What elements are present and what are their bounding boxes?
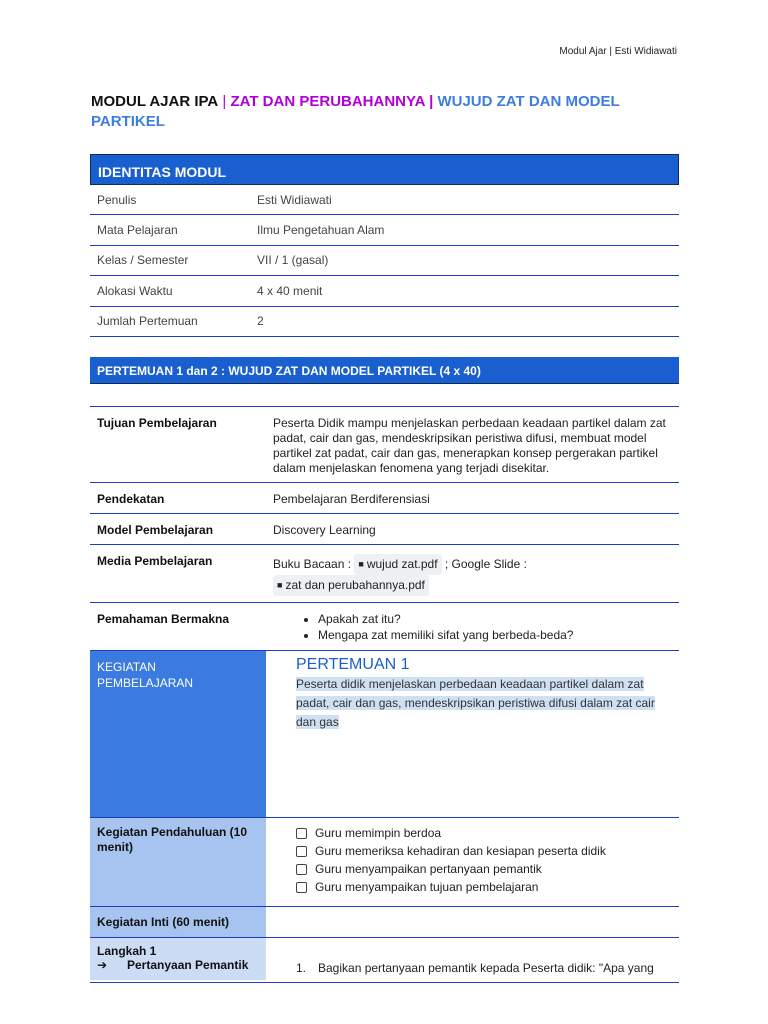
row-media [90, 545, 679, 603]
tujuan-label: Tujuan Pembelajaran [97, 416, 217, 430]
identitas-key: Mata Pelajaran [97, 223, 178, 238]
row-pendahuluan [90, 818, 679, 907]
pemahaman-content [266, 603, 679, 650]
identitas-table [90, 154, 679, 337]
kegiatan-content [266, 651, 679, 817]
page-header: Modul Ajar | Esti Widiawati [559, 46, 677, 57]
pendahuluan-label: Kegiatan Pendahuluan (10 menit) [90, 818, 266, 906]
pemahaman-list [273, 612, 671, 643]
pertemuan-1-title: PERTEMUAN 1 [296, 656, 410, 673]
row-kegiatan [90, 651, 679, 818]
checkbox[interactable] [296, 864, 307, 875]
lesson-table [90, 406, 679, 983]
identitas-row [90, 276, 679, 306]
identitas-row [90, 215, 679, 245]
identitas-value: Esti Widiawati [257, 192, 332, 207]
list-item: • Mengapa zat memiliki sifat yang berbeda-beda? [318, 628, 671, 643]
checkbox[interactable] [296, 882, 307, 893]
checklist-item [296, 862, 671, 877]
identitas-value: 2 [257, 314, 264, 329]
row-pemahaman [90, 603, 679, 651]
checklist-text: Guru memimpin berdoa [315, 826, 442, 840]
pemahaman-label: Pemahaman Bermakna [97, 612, 230, 626]
identitas-row [90, 185, 679, 215]
langkah-content [266, 938, 679, 982]
langkah-item-number: 1. [296, 961, 307, 975]
identitas-key: Alokasi Waktu [97, 283, 173, 298]
kegiatan-label-text: KEGIATAN PEMBELAJARAN [97, 660, 194, 690]
identitas-value: Ilmu Pengetahuan Alam [257, 223, 385, 238]
langkah-sub [97, 958, 266, 972]
row-tujuan [90, 407, 679, 483]
langkah-title: Langkah 1 [97, 944, 157, 958]
title-part-ipa: MODUL AJAR IPA [91, 93, 219, 110]
langkah-sub-text: Pertanyaan Pemantik [127, 958, 249, 972]
checklist-item [296, 826, 671, 841]
pendekatan-text: Pembelajaran Berdiferensiasi [273, 492, 430, 506]
identitas-value: 4 x 40 menit [257, 283, 323, 298]
inti-content [266, 907, 679, 937]
checkbox[interactable] [296, 828, 307, 839]
langkah-label [90, 938, 266, 980]
checklist-item [296, 844, 671, 859]
file-chip-label: wujud zat.pdf [366, 557, 438, 571]
title-part-wujud: WUJUD ZAT DAN MODEL PARTIKEL [91, 93, 620, 130]
pertemuan-banner: PERTEMUAN 1 dan 2 : WUJUD ZAT DAN MODEL PARTIKEL (4 x 40) [90, 357, 679, 384]
file-chip-wujud-zat[interactable] [354, 554, 441, 575]
media-content [266, 545, 679, 602]
model-text: Discovery Learning [273, 523, 376, 537]
identitas-key: Penulis [97, 192, 137, 207]
pendekatan-label: Pendekatan [97, 492, 165, 506]
file-icon: ■ [277, 580, 283, 590]
media-prefix-slide: ; Google Slide : [441, 557, 527, 571]
pertemuan-1-text: Peserta didik menjelaskan perbedaan keadaan partikel dalam zat padat, cair dan gas, mendeskripsikan peristiwa difusi dalam zat cair dan gas [296, 677, 655, 729]
file-chip-label: zat dan perubahannya.pdf [285, 578, 425, 592]
row-langkah-1 [90, 938, 679, 983]
title-part-zat: ZAT DAN PERUBAHANNYA | [230, 93, 438, 110]
checklist-text: Guru memeriksa kehadiran dan kesiapan peserta didik [315, 844, 606, 858]
row-pendekatan [90, 483, 679, 514]
pendahuluan-checklist [266, 818, 679, 906]
title-separator: | [218, 93, 231, 110]
list-item: • Apakah zat itu? [318, 612, 671, 627]
kegiatan-label [90, 651, 266, 817]
arrow-right-icon: ➔ [97, 958, 108, 972]
identitas-heading: IDENTITAS MODUL [90, 154, 679, 185]
identitas-row [90, 246, 679, 276]
langkah-item-text: Bagikan pertanyaan pemantik kepada Peserta didik: "Apa yang [318, 961, 654, 975]
media-label: Media Pembelajaran [97, 554, 213, 568]
file-chip-zat-perubahan[interactable] [273, 575, 429, 596]
media-prefix-buku: Buku Bacaan : [273, 557, 355, 571]
document-title [91, 92, 681, 132]
file-icon: ■ [358, 559, 364, 569]
identitas-key: Kelas / Semester [97, 253, 189, 268]
tujuan-text: Peserta Didik mampu menjelaskan perbedaan keadaan partikel dalam zat padat, cair dan gas, mendeskripsikan peristiwa difusi, membuat model partikel zat padat, cair dan gas, menerapkan konsep pergerakan partikel dalam menjelaskan fenomena yang terjadi disekitar. [273, 416, 666, 475]
identitas-value: VII / 1 (gasal) [257, 253, 329, 268]
row-model [90, 514, 679, 545]
checklist-text: Guru menyampaikan pertanyaan pemantik [315, 862, 542, 876]
identitas-key: Jumlah Pertemuan [97, 314, 198, 329]
checklist-text: Guru menyampaikan tujuan pembelajaran [315, 880, 539, 894]
checkbox[interactable] [296, 846, 307, 857]
model-label: Model Pembelajaran [97, 523, 214, 537]
row-inti [90, 907, 679, 938]
checklist-item [296, 880, 671, 895]
identitas-row [90, 307, 679, 337]
inti-label: Kegiatan Inti (60 menit) [90, 907, 266, 937]
